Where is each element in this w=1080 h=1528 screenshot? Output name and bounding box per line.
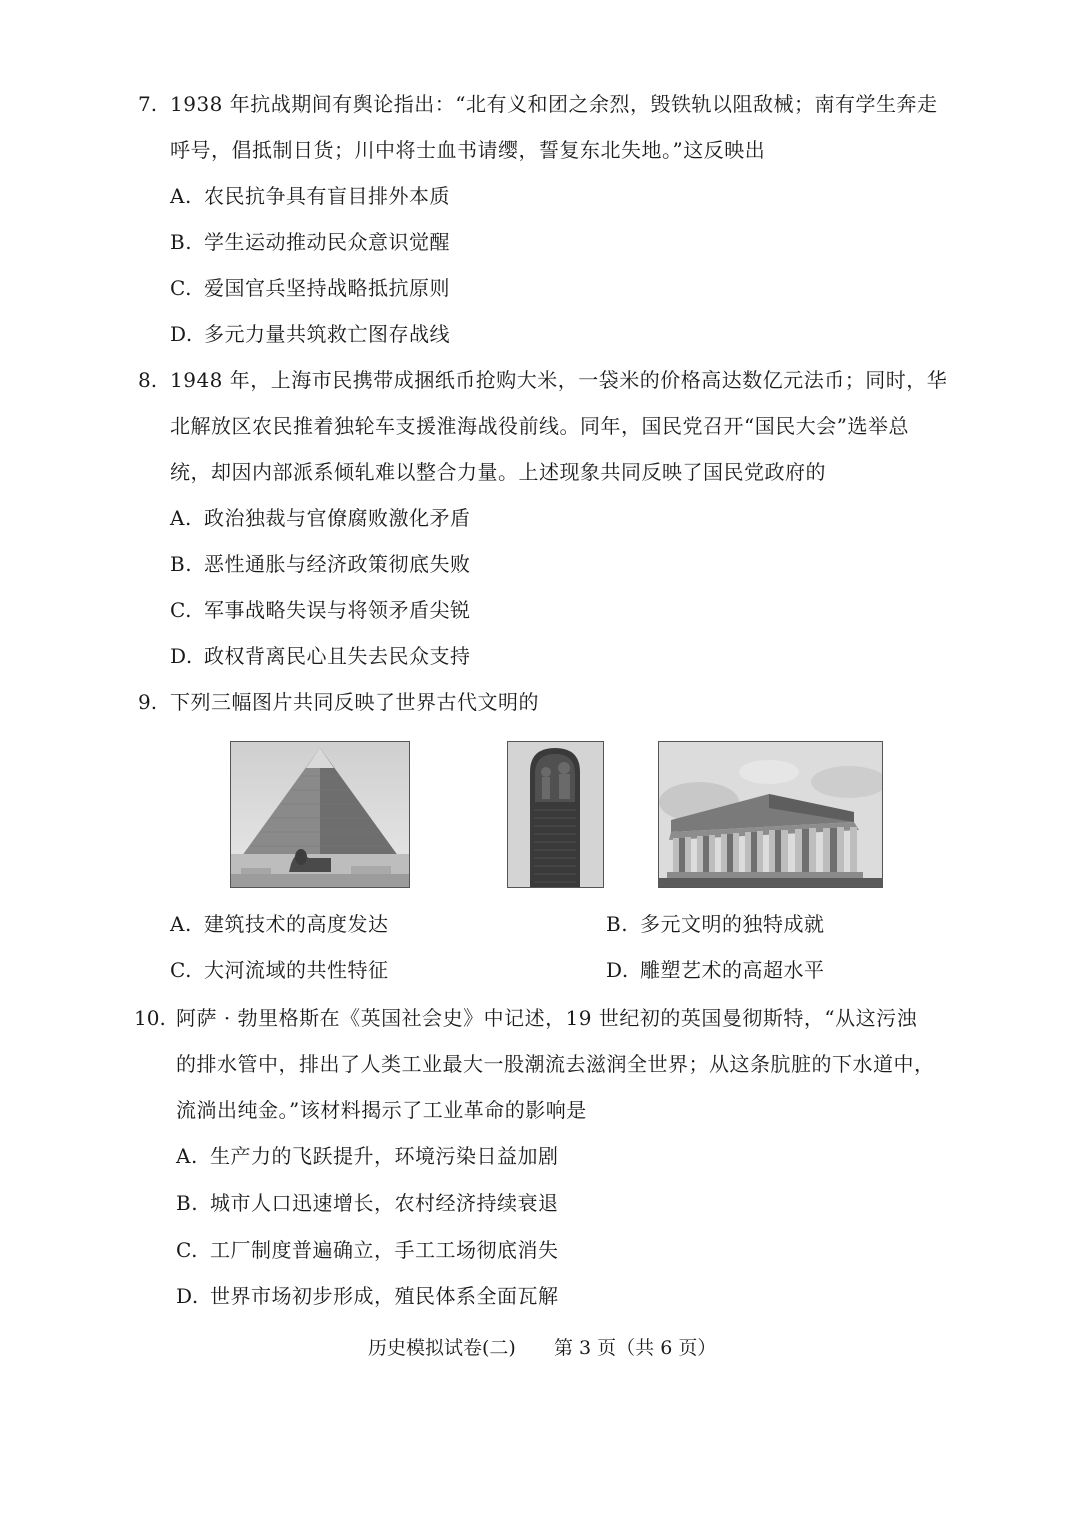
option-c: C. 大河流域的共性特征 — [170, 958, 389, 982]
question-number: 8. — [138, 368, 158, 392]
hammurabi-stele-illustration — [508, 742, 603, 887]
option-c: C. 爱国官兵坚持战略抵抗原则 — [170, 276, 450, 300]
option-d: D. 雕塑艺术的高超水平 — [606, 958, 825, 982]
parthenon-illustration — [659, 742, 882, 887]
option-b: B. 恶性通胀与经济政策彻底失败 — [170, 552, 471, 576]
question-number: 9. — [138, 690, 158, 714]
exam-title: 历史模拟试卷(二) — [368, 1337, 516, 1359]
parthenon-image — [658, 741, 883, 888]
question-stem-line: 1948 年，上海市民携带成捆纸币抢购大米，一袋米的价格高达数亿元法币；同时，华 — [170, 368, 948, 392]
option-c: C. 工厂制度普遍确立，手工工场彻底消失 — [176, 1238, 559, 1262]
pyramid-sphinx-illustration — [231, 742, 409, 887]
page-number: 第 3 页（共 6 页） — [554, 1337, 717, 1359]
question-stem-line: 阿萨 · 勃里格斯在《英国社会史》中记述，19 世纪初的英国曼彻斯特，“从这污浊 — [176, 1006, 918, 1030]
question-stem-line: 北解放区农民推着独轮车支援淮海战役前线。同年，国民党召开“国民大会”选举总 — [170, 414, 909, 438]
question-number: 7. — [138, 92, 158, 116]
question-stem-line: 流淌出纯金。”该材料揭示了工业革命的影响是 — [176, 1098, 587, 1122]
hammurabi-stele-image — [507, 741, 604, 888]
option-a: A. 建筑技术的高度发达 — [170, 912, 389, 936]
option-d: D. 世界市场初步形成，殖民体系全面瓦解 — [176, 1284, 559, 1308]
option-d: D. 政权背离民心且失去民众支持 — [170, 644, 471, 668]
option-b: B. 学生运动推动民众意识觉醒 — [170, 230, 450, 254]
question-stem-line: 的排水管中，排出了人类工业最大一股潮流去滋润全世界；从这条肮脏的下水道中， — [176, 1052, 935, 1076]
pyramid-sphinx-image — [230, 741, 410, 888]
option-b: B. 多元文明的独特成就 — [606, 912, 825, 936]
question-stem-line: 呼号，倡抵制日货；川中将士血书请缨，誓复东北失地。”这反映出 — [170, 138, 766, 162]
option-a: A. 政治独裁与官僚腐败激化矛盾 — [170, 506, 471, 530]
question-stem-line: 1938 年抗战期间有舆论指出：“北有义和团之余烈，毁铁轨以阻敌械；南有学生奔走 — [170, 92, 938, 116]
question-stem-line: 下列三幅图片共同反映了世界古代文明的 — [170, 690, 539, 714]
option-d: D. 多元力量共筑救亡图存战线 — [170, 322, 450, 346]
option-a: A. 农民抗争具有盲目排外本质 — [170, 184, 450, 208]
option-b: B. 城市人口迅速增长，农村经济持续衰退 — [176, 1191, 559, 1215]
question-number: 10. — [134, 1006, 166, 1030]
option-c: C. 军事战略失误与将领矛盾尖锐 — [170, 598, 471, 622]
option-a: A. 生产力的飞跃提升，环境污染日益加剧 — [176, 1144, 559, 1168]
question-stem-line: 统，却因内部派系倾轧难以整合力量。上述现象共同反映了国民党政府的 — [170, 460, 826, 484]
